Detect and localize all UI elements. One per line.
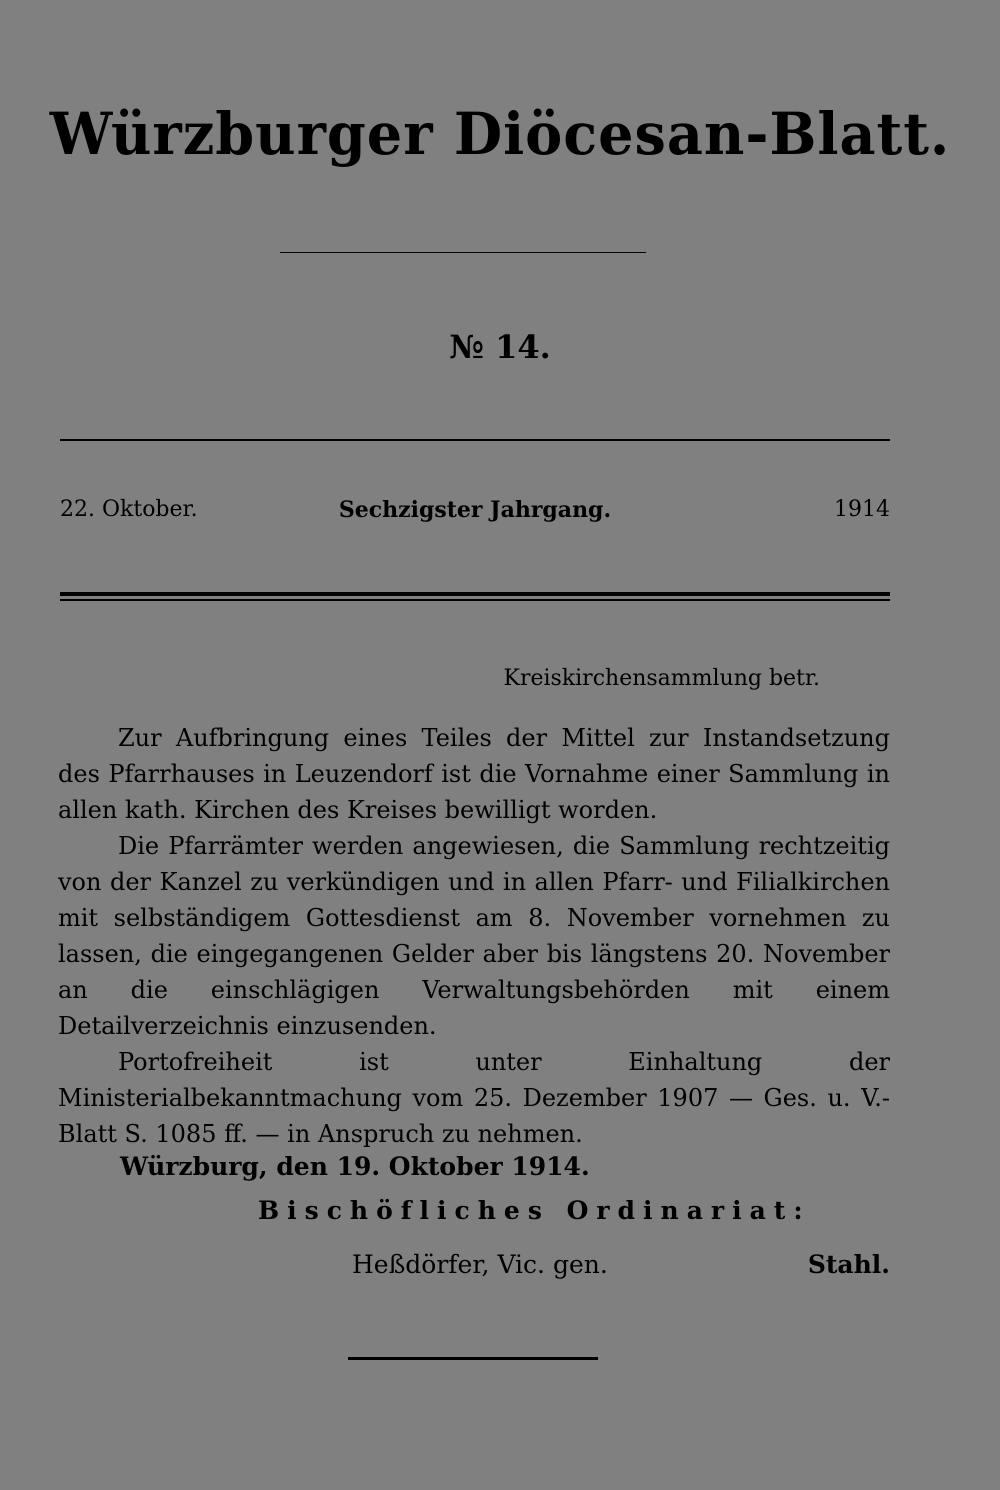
masthead-title: Würzburger Diöcesan-Blatt. — [49, 100, 951, 168]
dateline-bottom-rule-thick — [60, 592, 890, 596]
closing-rule — [348, 1357, 598, 1360]
volume-label: Sechzigster Jahrgang. — [338, 497, 612, 523]
notice-paragraph: Die Pfarrämter werden angewiesen, die Sammlung rechtzeitig von der Kanzel zu verkündigen und in allen Pfarr- und Filialkirchen mit selbständigem Gottesdienst am 8. November vornehmen zu lassen, die eingegangenen Gelder aber bis längstens 20. November an die einschlägigen Verwaltungsbehörden mit einem Detailverzeichnis einzusenden. — [58, 832, 890, 1040]
notice-body — [58, 720, 890, 1152]
signature-vicar-general: Heßdörfer, Vic. gen. — [352, 1250, 608, 1279]
issue-number: № 14. — [449, 328, 551, 366]
notice-paragraph: Portofreiheit ist unter Einhaltung der Ministerialbekanntmachung vom 25. Dezember 1907 — Ges. u. V.-Blatt S. 1085 ff. — in Anspruch zu nehmen. — [58, 1048, 890, 1148]
signature-secretary: Stahl. — [807, 1250, 890, 1279]
notice-subject: Kreiskirchensammlung betr. — [503, 666, 820, 691]
issuing-authority: Bischöfliches Ordinariat: — [258, 1196, 811, 1225]
masthead-divider — [280, 252, 646, 253]
notice-paragraph: Zur Aufbringung eines Teiles der Mittel zur Instandsetzung des Pfarrhauses in Leuzendorf ist die Vornahme einer Sammlung in allen kath. Kirchen des Kreises bewilligt worden. — [58, 724, 890, 824]
place-and-date: Würzburg, den 19. Oktober 1914. — [120, 1152, 590, 1181]
issue-year: 1914 — [834, 497, 890, 522]
dateline-top-rule — [60, 439, 890, 441]
dateline-bottom-rule-thin — [60, 599, 890, 601]
issue-date: 22. Oktober. — [60, 497, 198, 522]
